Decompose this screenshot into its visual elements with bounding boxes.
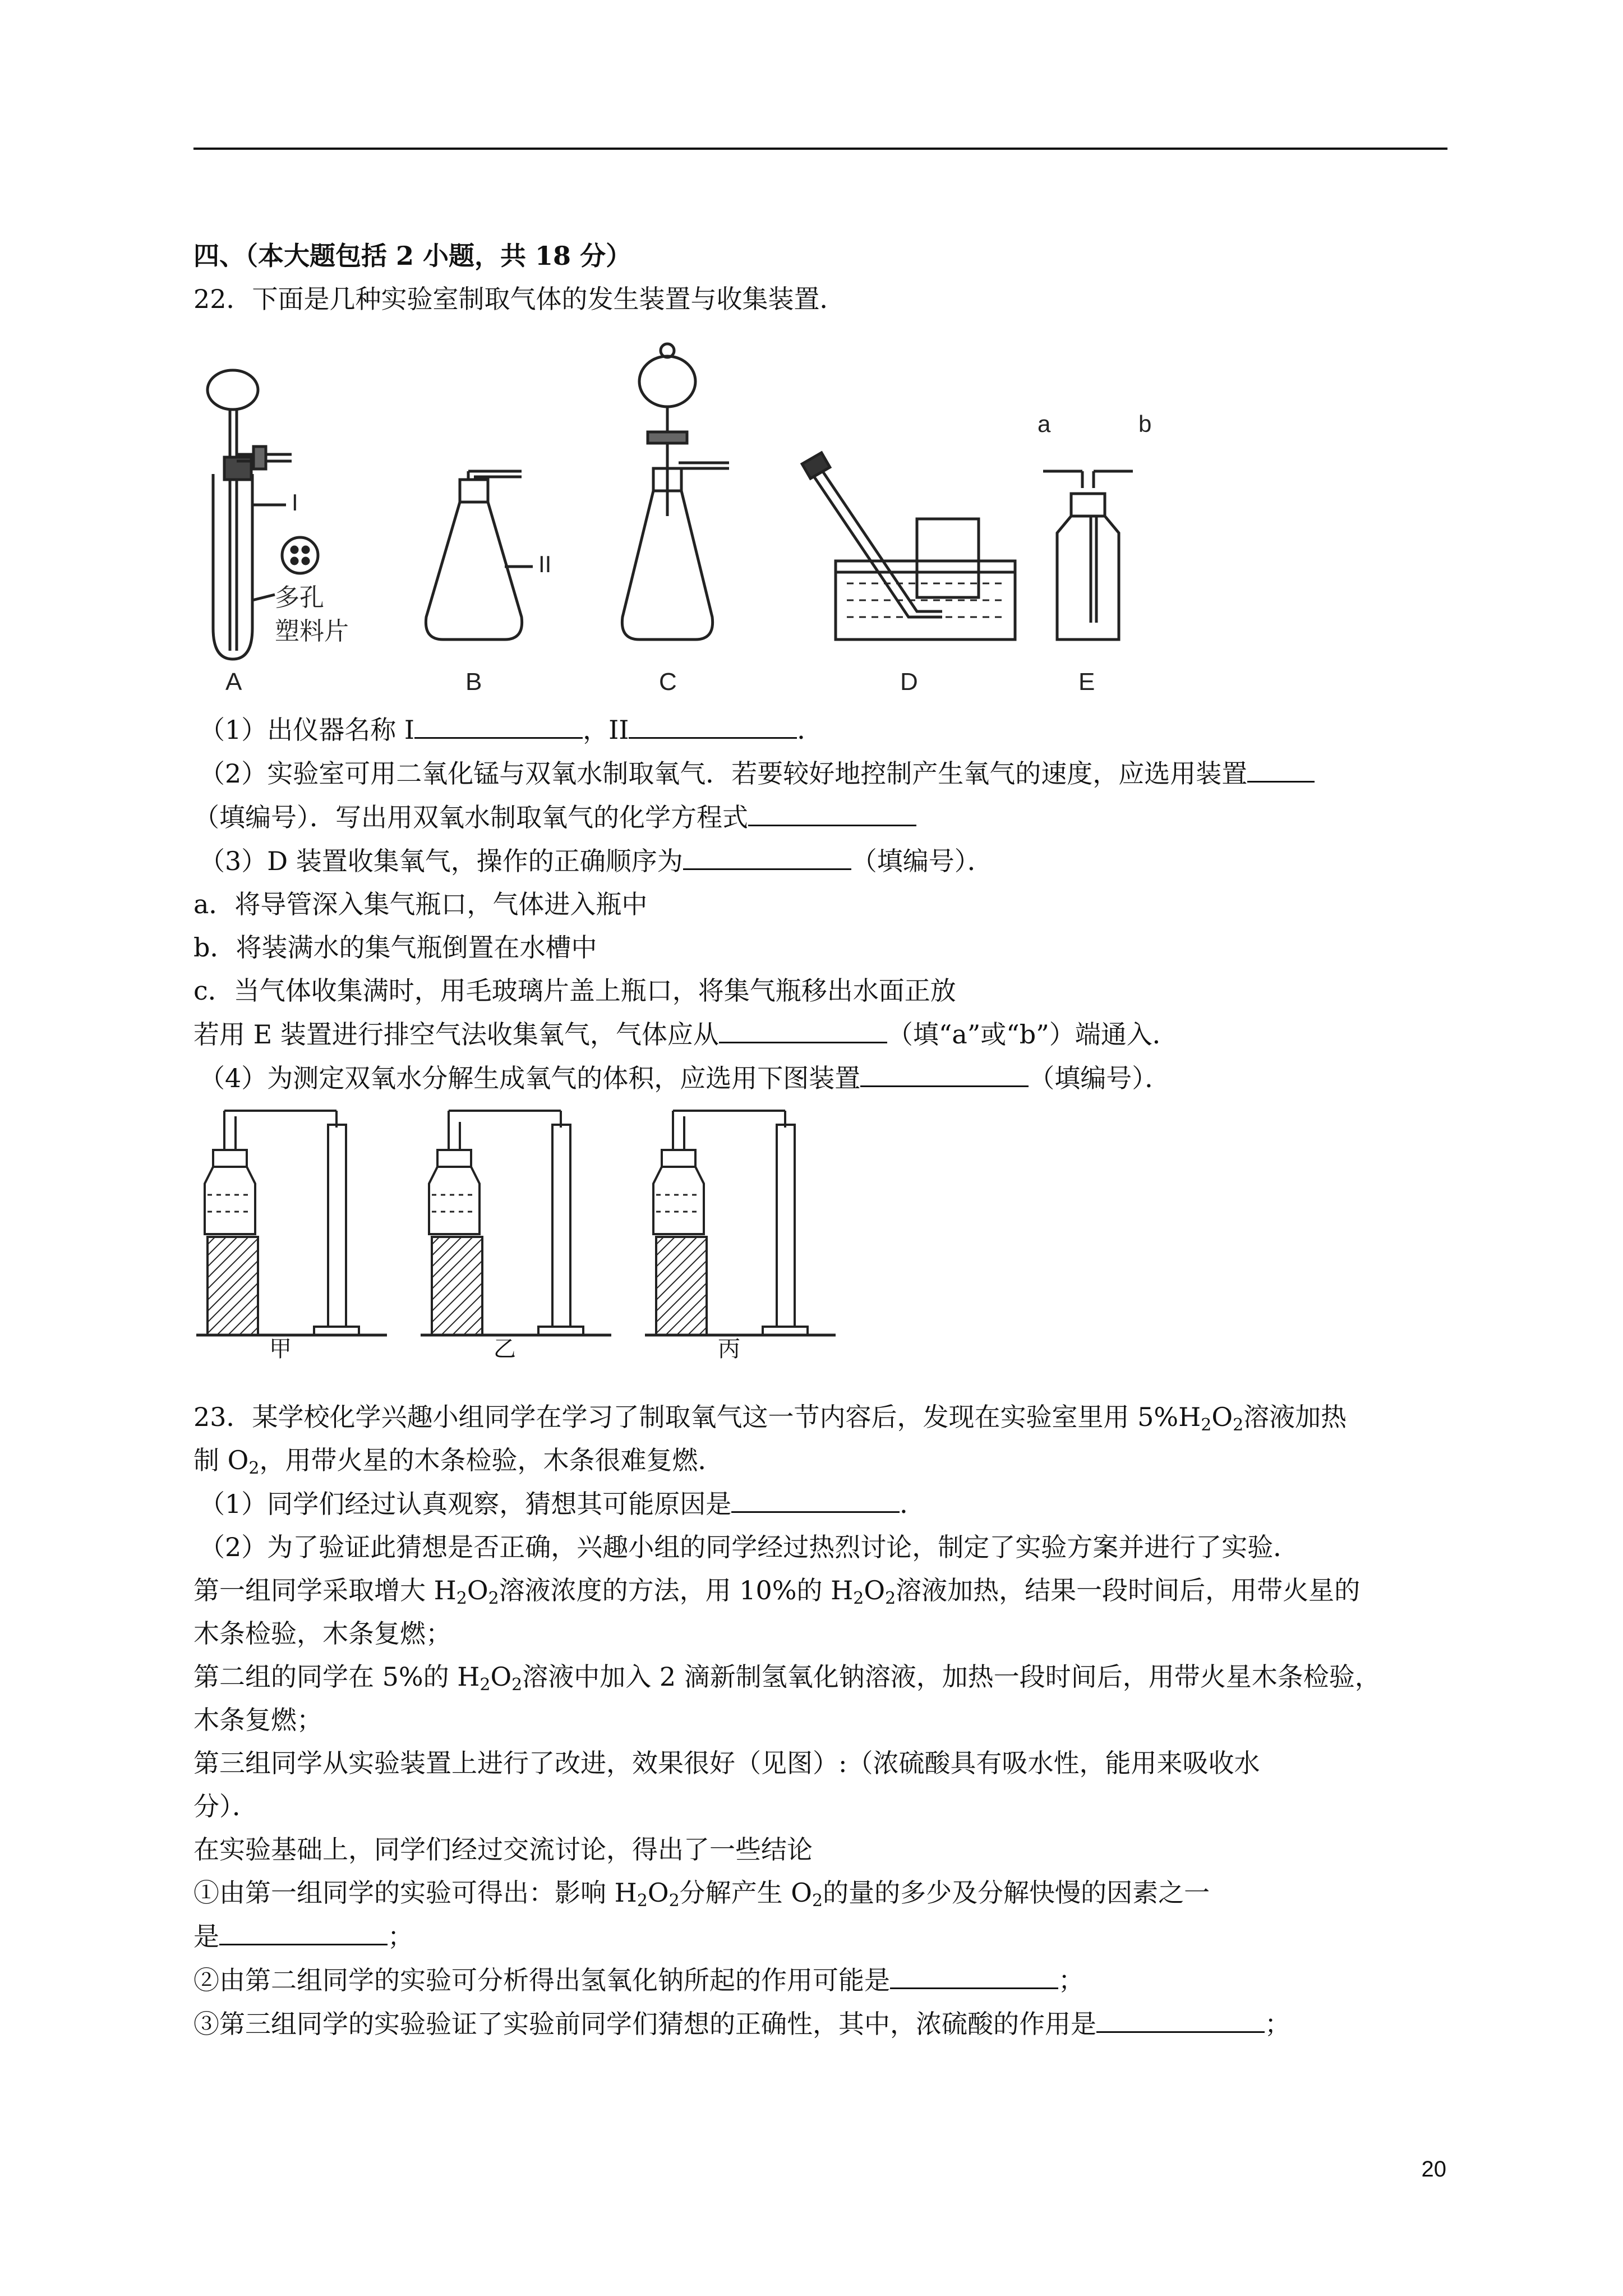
label-port-b: b bbox=[1138, 411, 1152, 437]
apparatus-c bbox=[622, 344, 729, 639]
q22-part-3: （3）D 装置收集氧气，操作的正确顺序为 （填编号）． bbox=[193, 839, 1450, 883]
label-port-a: a bbox=[1038, 411, 1051, 437]
apparatus-b bbox=[426, 471, 533, 639]
q23-group-2-cont: 木条复燃； bbox=[193, 1705, 322, 1735]
q23-group-3-cont: 分）． bbox=[193, 1791, 258, 1821]
label-porous-2: 塑料片 bbox=[275, 618, 349, 645]
answer-blank[interactable] bbox=[860, 1056, 1029, 1087]
apparatus-figure-2 bbox=[196, 1099, 869, 1358]
answer-blank[interactable] bbox=[683, 839, 851, 870]
label-instrument-ii: II bbox=[538, 551, 552, 577]
q23-part-1: （1）同学们经过认真观察，猜想其可能原因是 ． bbox=[193, 1482, 1450, 1526]
label-porous-1: 多孔 bbox=[275, 584, 324, 611]
q22-part-2: （2）实验室可用二氧化锰与双氧水制取氧气．若要较好地控制产生氧气的速度，应选用装置 bbox=[193, 752, 1450, 795]
option-c: c．当气体收集满时，用毛玻璃片盖上瓶口，将集气瓶移出水面正放 bbox=[193, 976, 956, 1006]
q23-group-3: 第三组同学从实验装置上进行了改进，效果很好（见图）:（浓硫酸具有吸水性，能用来吸收水 bbox=[193, 1748, 1260, 1778]
q23-conclusion-1-cont: 是 ； bbox=[193, 1915, 1450, 1958]
label-jia: 甲 bbox=[269, 1336, 292, 1362]
answer-blank[interactable] bbox=[1096, 2002, 1265, 2033]
q23-group-1: 第一组同学采取增大 $H_2O_2$溶液浓度的方法，用 10%的 $H_2O_2$溶液加热，结果一段时间后，用带火星的 bbox=[193, 1575, 1361, 1608]
q23-stem-2: 制 $O_2$，用带火星的木条检验，木条很难复燃． bbox=[193, 1445, 724, 1478]
answer-blank[interactable] bbox=[219, 1915, 388, 1945]
q22-part-1: （1）出仪器名称 I ，II ． bbox=[193, 708, 1450, 752]
apparatus-yi bbox=[421, 1111, 611, 1335]
apparatus-jia bbox=[196, 1111, 387, 1335]
q23-conclusion-3: ③第三组同学的实验验证了实验前同学们猜想的正确性，其中，浓硫酸的作用是 ； bbox=[193, 2002, 1450, 2046]
label-e: E bbox=[1078, 668, 1095, 696]
answer-blank[interactable] bbox=[719, 1013, 887, 1043]
option-a: a．将导管深入集气瓶口，气体进入瓶中 bbox=[193, 889, 648, 919]
answer-blank[interactable] bbox=[731, 1482, 900, 1513]
q22-stem: 22．下面是几种实验室制取气体的发生装置与收集装置． bbox=[193, 284, 846, 314]
label-c: C bbox=[659, 668, 677, 696]
q22-parts bbox=[193, 708, 1450, 1100]
q23-conclusion-intro: 在实验基础上，同学们经过交流讨论，得出了一些结论 bbox=[193, 1834, 813, 1865]
label-b: B bbox=[465, 668, 482, 696]
apparatus-a bbox=[208, 370, 318, 659]
label-instrument-i: I bbox=[292, 489, 298, 516]
q23-conclusion-2: ②由第二组同学的实验可分析得出氢氧化钠所起的作用可能是 ； bbox=[193, 1958, 1450, 2002]
q23-group-1-cont: 木条检验，木条复燃； bbox=[193, 1618, 451, 1649]
label-a: A bbox=[225, 668, 242, 696]
label-d: D bbox=[900, 668, 918, 696]
header-rule bbox=[193, 148, 1447, 150]
q23-part-2: （2）为了验证此猜想是否正确，兴趣小组的同学经过热烈讨论，制定了实验方案并进行了实验． bbox=[199, 1532, 1299, 1562]
q22-part-4: （4）为测定双氧水分解生成氧气的体积，应选用下图装置 （填编号）． bbox=[193, 1056, 1450, 1100]
answer-blank[interactable] bbox=[629, 708, 797, 739]
label-yi: 乙 bbox=[494, 1336, 516, 1362]
q22-intro bbox=[193, 234, 1450, 321]
answer-blank[interactable] bbox=[1247, 752, 1315, 783]
q22-part-2-cont: （填编号）．写出用双氧水制取氧气的化学方程式 bbox=[193, 795, 1450, 839]
q22-part-3-e: 若用 E 装置进行排空气法收集氧气，气体应从 （填“a”或“b”）端通入． bbox=[193, 1013, 1450, 1056]
apparatus-e bbox=[1043, 471, 1133, 639]
q23-conclusion-1: ①由第一组同学的实验可得出：影响 $H_2O_2$分解产生 $O_2$的量的多少及分解快慢的因素之一 bbox=[193, 1878, 1210, 1911]
q23 bbox=[193, 1396, 1450, 2046]
apparatus-d bbox=[802, 453, 1015, 639]
answer-blank[interactable] bbox=[890, 1958, 1058, 1989]
section-title: 四、（本大题包括 2 小题，共 18 分） bbox=[193, 241, 632, 271]
option-b: b．将装满水的集气瓶倒置在水槽中 bbox=[193, 932, 597, 963]
apparatus-bing bbox=[645, 1111, 836, 1335]
page-number: 20 bbox=[1421, 2157, 1446, 2182]
q23-group-2: 第二组的同学在 5%的 $H_2O_2$溶液中加入 2 滴新制氢氧化钠溶液，加热一段时间后，用带火星木条检验， bbox=[193, 1662, 1381, 1695]
label-bing: 丙 bbox=[718, 1336, 740, 1362]
q23-stem-1: 23．某学校化学兴趣小组同学在学习了制取氧气这一节内容后，发现在实验室里用 $5\%H_2O_2$溶液加热 bbox=[193, 1402, 1347, 1435]
apparatus-figure-1 bbox=[191, 337, 1223, 701]
answer-blank[interactable] bbox=[748, 795, 916, 826]
answer-blank[interactable] bbox=[414, 708, 583, 739]
